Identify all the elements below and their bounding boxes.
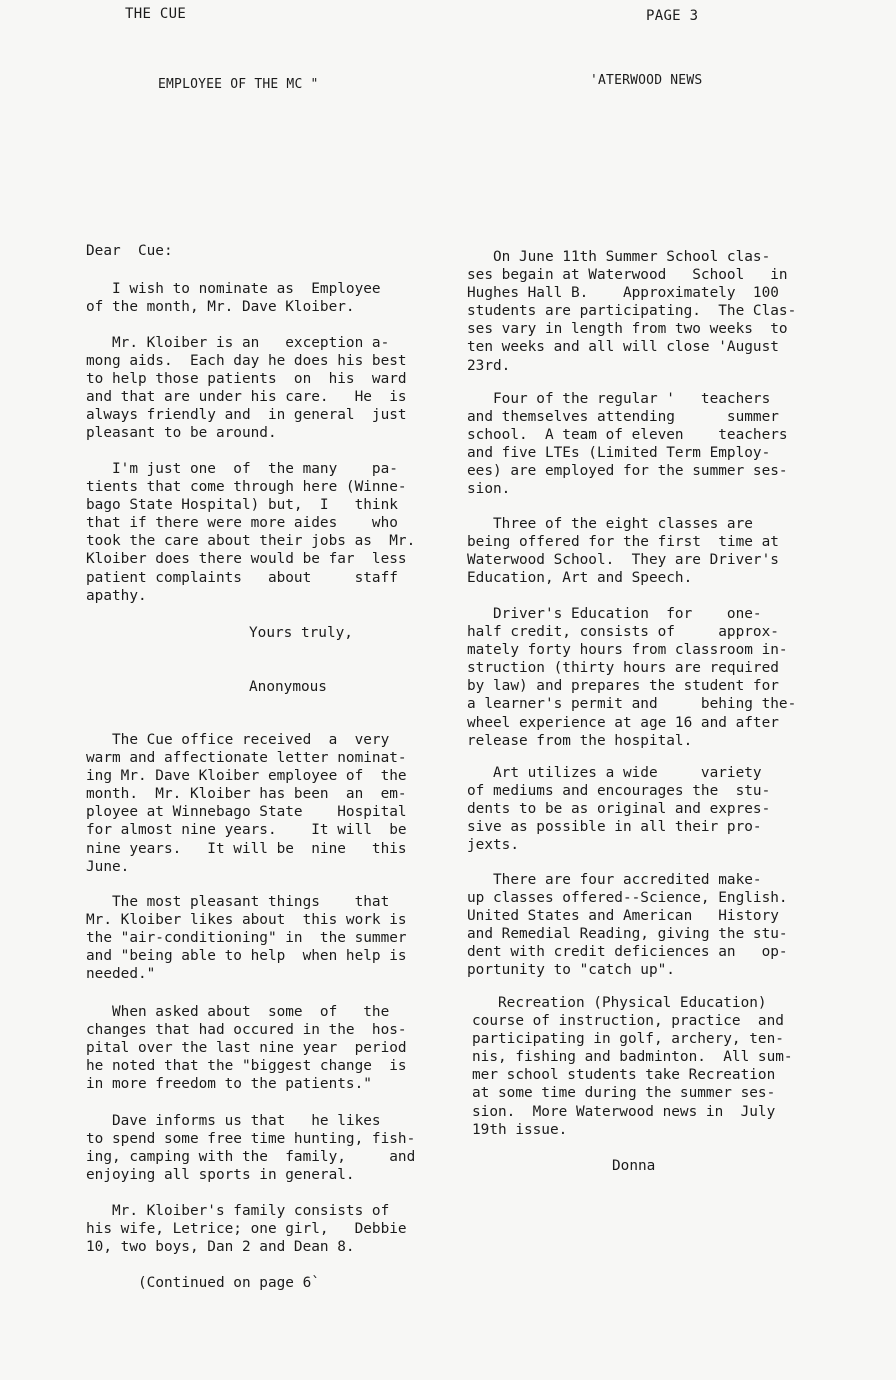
right-paragraph-6 [467,871,788,980]
text-line: ees) are employed for the summer ses- [467,463,788,480]
text-line: ployee at Winnebago State Hospital [86,804,407,821]
text-line: up classes offered--Science, English. [467,890,788,907]
text-line: nine years. It will be nine this [86,840,407,857]
text-line: release from the hospital. [467,732,693,749]
text-line: half credit, consists of approx- [467,624,779,641]
text-line: ing, camping with the family, and [86,1149,416,1166]
text-line: sion. More Waterwood news in July [472,1103,776,1120]
text-line: of mediums and encourages the stu- [467,783,771,800]
section-heading-employee: EMPLOYEE OF THE MC " [158,77,319,92]
text-line: Kloiber does there would be far less [86,551,407,568]
salutation: Dear Cue: [86,243,173,259]
text-line: I wish to nominate as Employee [86,281,381,297]
text-line: course of instruction, practice and [472,1013,784,1030]
text-line: participating in golf, archery, ten- [472,1031,784,1048]
right-paragraph-5 [467,764,770,854]
signature-anonymous: Anonymous [249,679,327,695]
text-line: to spend some free time hunting, fish- [86,1131,416,1148]
text-line: Three of the eight classes are [467,516,753,532]
page-number: PAGE 3 [646,8,699,24]
text-line: nis, fishing and badminton. All sum- [472,1049,793,1066]
text-line: ten weeks and all will close 'August [467,339,779,356]
text-line: portunity to "catch up". [467,962,675,979]
text-line: being offered for the first time at [467,534,779,551]
text-line: The most pleasant things that [86,894,390,910]
text-line: Four of the regular ' teachers [467,391,771,407]
text-line: a learner's permit and behing the- [467,696,797,713]
left-paragraph-2 [86,334,407,443]
text-line: The Cue office received a very [86,732,390,748]
text-line: and "being able to help when help is [86,948,407,965]
text-line: pleasant to be around. [86,425,277,442]
section-heading-waterwood: 'ATERWOOD NEWS [590,73,703,88]
left-paragraph-6 [86,1003,407,1093]
text-line: ses vary in length from two weeks to [467,321,788,338]
text-line: I'm just one of the many pa- [86,461,398,477]
left-paragraph-4 [86,731,407,876]
text-line: he noted that the "biggest change is [86,1058,407,1075]
text-line: wheel experience at age 16 and after [467,714,779,731]
left-paragraph-1 [86,280,381,316]
text-line: to help those patients on his ward [86,371,407,388]
signature-donna: Donna [612,1158,656,1174]
text-line: When asked about some of the [86,1004,390,1020]
text-line: his wife, Letrice; one girl, Debbie [86,1221,407,1238]
text-line: of the month, Mr. Dave Kloiber. [86,299,355,316]
masthead-paper-name: THE CUE [125,6,187,22]
text-line: Hughes Hall B. Approximately 100 [467,285,779,302]
text-line: Waterwood School. They are Driver's [467,552,779,569]
text-line: changes that had occured in the hos- [86,1022,407,1039]
text-line: and that are under his care. He is [86,389,407,406]
text-line: mer school students take Recreation [472,1067,776,1084]
text-line: mately forty hours from classroom in- [467,642,788,659]
left-paragraph-3 [86,460,415,605]
text-line: Recreation (Physical Education) [472,995,767,1011]
continued-note: (Continued on page 6` [138,1275,320,1291]
text-line: Driver's Education for one- [467,606,762,622]
text-line: month. Mr. Kloiber has been an em- [86,786,407,803]
text-line: at some time during the summer ses- [472,1085,776,1102]
right-paragraph-2 [467,390,788,499]
text-line: ing Mr. Dave Kloiber employee of the [86,768,407,785]
text-line: There are four accredited make- [467,872,762,888]
text-line: warm and affectionate letter nominat- [86,750,407,767]
text-line: sion. [467,481,511,498]
text-line: for almost nine years. It will be [86,822,407,839]
text-line: pital over the last nine year period [86,1040,407,1057]
right-paragraph-3 [467,515,779,587]
text-line: apathy. [86,587,147,604]
text-line: 19th issue. [472,1121,568,1138]
text-line: school. A team of eleven teachers [467,427,788,444]
text-line: Mr. Kloiber likes about this work is [86,912,407,929]
left-paragraph-8 [86,1202,407,1256]
text-line: the "air-conditioning" in the summer [86,930,407,947]
right-paragraph-7 [472,994,793,1139]
text-line: Mr. Kloiber is an exception a- [86,335,390,351]
text-line: always friendly and in general just [86,407,407,424]
text-line: struction (thirty hours are required [467,660,779,677]
text-line: bago State Hospital) but, I think [86,497,398,514]
text-line: students are participating. The Clas- [467,303,797,320]
left-paragraph-7 [86,1112,415,1184]
text-line: sive as possible in all their pro- [467,819,762,836]
text-line: and five LTEs (Limited Term Employ- [467,445,771,462]
text-line: by law) and prepares the student for [467,678,779,695]
text-line: dent with credit deficiences an op- [467,944,788,961]
text-line: 10, two boys, Dan 2 and Dean 8. [86,1239,355,1256]
text-line: needed." [86,966,156,983]
text-line: ses begain at Waterwood School in [467,267,788,284]
text-line: and Remedial Reading, giving the stu- [467,926,788,943]
text-line: jexts. [467,837,519,854]
right-paragraph-1 [467,248,796,375]
text-line: On June 11th Summer School clas- [467,249,771,265]
text-line: dents to be as original and expres- [467,801,771,818]
text-line: that if there were more aides who [86,515,398,532]
text-line: 23rd. [467,357,511,374]
text-line: mong aids. Each day he does his best [86,353,407,370]
text-line: Mr. Kloiber's family consists of [86,1203,390,1219]
text-line: June. [86,858,130,875]
right-paragraph-4 [467,605,796,750]
text-line: United States and American History [467,908,779,925]
text-line: enjoying all sports in general. [86,1167,355,1184]
text-line: in more freedom to the patients." [86,1076,372,1093]
closing: Yours truly, [249,625,353,641]
text-line: Art utilizes a wide variety [467,765,762,781]
text-line: patient complaints about staff [86,569,398,586]
text-line: and themselves attending summer [467,409,779,426]
text-line: tients that come through here (Winne- [86,479,407,496]
text-line: Education, Art and Speech. [467,570,693,587]
text-line: Dave informs us that he likes [86,1113,381,1129]
text-line: took the care about their jobs as Mr. [86,533,416,550]
left-paragraph-5 [86,893,407,983]
